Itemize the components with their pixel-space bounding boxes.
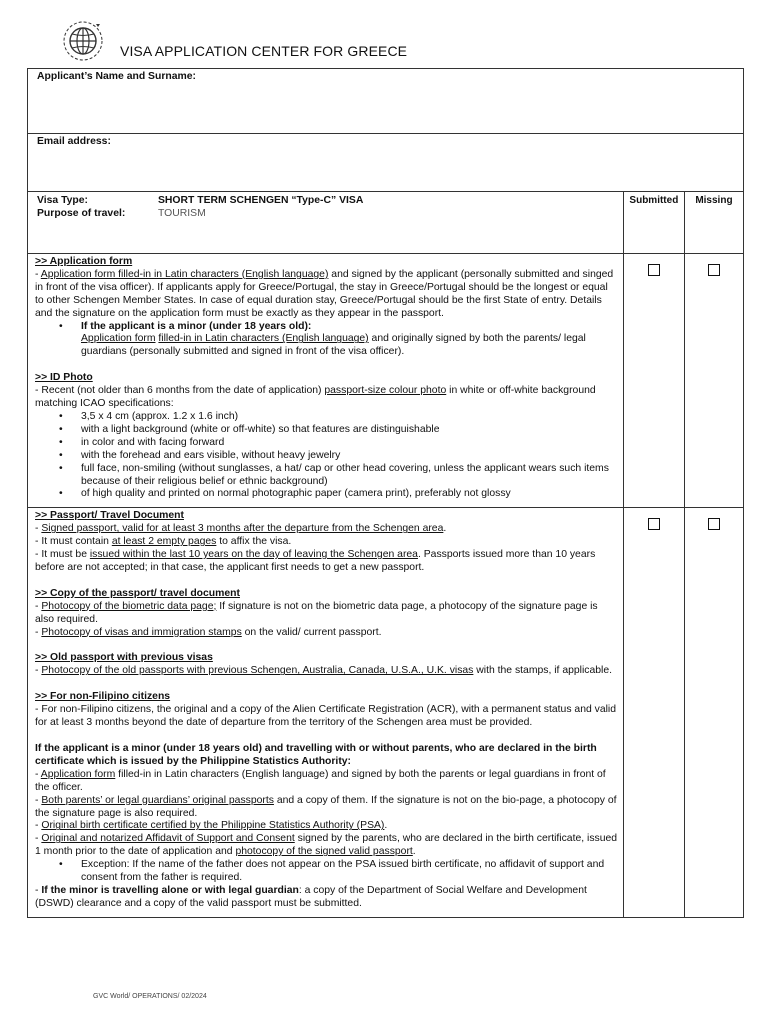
photo-spec-item: • of high quality and printed on normal photographic paper (camera print), preferably not glossy: [35, 488, 619, 501]
section-passport-documents-text: [28, 508, 624, 917]
globe-logo-icon: [60, 18, 106, 64]
section-application-photo: [28, 254, 744, 508]
non-filipino-line: - For non-Filipino citizens, the original and a copy of the Alien Certificate Registration (ACR), with a permanent status and valid for at least 3 months beyond the date of departure from the territory of the Schengen area must be provided.: [35, 704, 617, 729]
passport-line: - Signed passport, valid for at least 3 months after the departure from the Schengen area.: [35, 523, 447, 535]
minor-alone-line: - If the minor is travelling alone or with legal guardian: a copy of the Department of Social Welfare and Development (DSWD) clearance and a copy of the valid passport must be submitted.: [35, 884, 587, 909]
passport-copy-heading: >> Copy of the passport/ travel document: [35, 587, 240, 599]
visa-info-cell: [28, 192, 624, 254]
id-photo-heading: >> ID Photo: [35, 372, 93, 384]
minor-requirement-line: - Original and notarized Affidavit of Support and Consent signed by the parents, who are declared in the birth certificate, issued 1 month prior to the date of application and photocopy of the signed valid passport.: [35, 833, 618, 858]
photo-spec-item: • with a light background (white or off-white) so that features are distinguishable: [35, 424, 619, 437]
application-form-heading: >> Application form: [35, 256, 133, 267]
old-passport-line: - Photocopy of the old passports with previous Schengen, Australia, Canada, U.S.A., U.K. visas with the stamps, if applicable.: [35, 665, 613, 677]
minor-requirement-line: - Original birth certificate certified by the Philippine Statistics Authority (PSA).: [35, 820, 388, 832]
applicant-name-row: [28, 69, 744, 134]
passport-copy-line: - Photocopy of visas and immigration stamps on the valid/ current passport.: [35, 626, 382, 638]
header-title: VISA APPLICATION CENTER FOR GREECE: [120, 43, 408, 59]
missing-checkbox[interactable]: [708, 518, 720, 530]
minor-applicant-bullet: If the applicant is a minor (under 18 years old):: [81, 320, 312, 332]
applicant-name-field[interactable]: [28, 69, 744, 134]
passport-copy-line: - Photocopy of the biometric data page; If signature is not on the biometric data page, a photocopy of the signature page is also required.: [35, 600, 598, 625]
old-passport-heading: >> Old passport with previous visas: [35, 652, 213, 664]
section-passport-documents: [28, 508, 744, 917]
photo-spec-item: • with the forehead and ears visible, without heavy jewelry: [35, 450, 619, 463]
section-application-photo-text: [28, 254, 624, 508]
footer-reference: GVC World/ OPERATIONS/ 02/2024: [93, 993, 207, 1000]
submitted-checkbox[interactable]: [648, 264, 660, 276]
visa-info-row: [28, 192, 744, 254]
minor-requirement-line: - Application form filled-in in Latin characters (English language) and signed by both the parents or legal guardians in front of the officer.: [35, 768, 606, 793]
minor-applicant-text: Application form filled-in in Latin characters (English language) and originally signed by both the parents/ legal guardians (personally submitted and signed in front of the visa officer).: [81, 333, 586, 358]
checklist-table: [27, 68, 744, 918]
purpose-value: TOURISM: [158, 207, 206, 219]
applicant-name-label: Applicant’s Name and Surname:: [37, 71, 196, 82]
passport-line: - It must contain at least 2 empty pages to affix the visa.: [35, 536, 292, 548]
photo-spec-item: • in color and with facing forward: [35, 437, 619, 450]
visa-type-value: SHORT TERM SCHENGEN “Type-C” VISA: [158, 195, 364, 206]
photo-spec-item: • full face, non-smiling (without sunglasses, a hat/ cap or other head covering, unless the applicant wears such items because of their religious belief or ethnic background): [35, 463, 619, 489]
minor-requirements-heading: If the applicant is a minor (under 18 years old) and travelling with or without parents, who are declared in the birth certificate which is issued by the Philippine Statistics Authority:: [35, 743, 597, 767]
passport-line: - It must be issued within the last 10 years on the day of leaving the Schengen area. Passports issued more than 10 years before are not accepted; in that case, the applicant first needs to get a new passport.: [35, 549, 596, 573]
purpose-label: Purpose of travel:: [37, 207, 126, 219]
id-photo-text: - Recent (not older than 6 months from the date of application) passport-size colour photo in white or off-white background matching ICAO specifications:: [35, 385, 596, 410]
missing-column-header: Missing: [695, 195, 733, 206]
visa-type-label: Visa Type:: [37, 195, 89, 206]
application-form-text: - Application form filled-in in Latin characters (English language) and signed by the applicant (personally submitted and singed in front of the visa officer). If applicants apply for Greece/Portugal, the stay in Greece/Portugal should be the longest or equal to other Schengen Member States. In case of equal duration stay, Greece/Portugal should be the first State of entry. Details and the signature on the application form must be exactly as they appear in the passport.: [35, 268, 614, 319]
email-field[interactable]: [28, 134, 744, 192]
photo-spec-item: • 3,5 x 4 cm (approx. 1.2 x 1.6 inch): [35, 411, 619, 424]
email-label: Email address:: [37, 136, 111, 147]
submitted-column-header: Submitted: [629, 195, 679, 206]
minor-requirement-line: - Both parents’ or legal guardians’ original passports and a copy of them. If the signature is not on the bio-page, a photocopy of the signature page is also required.: [35, 794, 617, 819]
missing-checkbox[interactable]: [708, 264, 720, 276]
submitted-checkbox[interactable]: [648, 518, 660, 530]
passport-heading: >> Passport/ Travel Document: [35, 510, 184, 522]
email-row: [28, 134, 744, 192]
non-filipino-heading: >> For non-Filipino citizens: [35, 691, 171, 703]
father-exception-bullet: • Exception: If the name of the father does not appear on the PSA issued birth certificate, no affidavit of support and consent from the father is required.: [35, 859, 619, 885]
